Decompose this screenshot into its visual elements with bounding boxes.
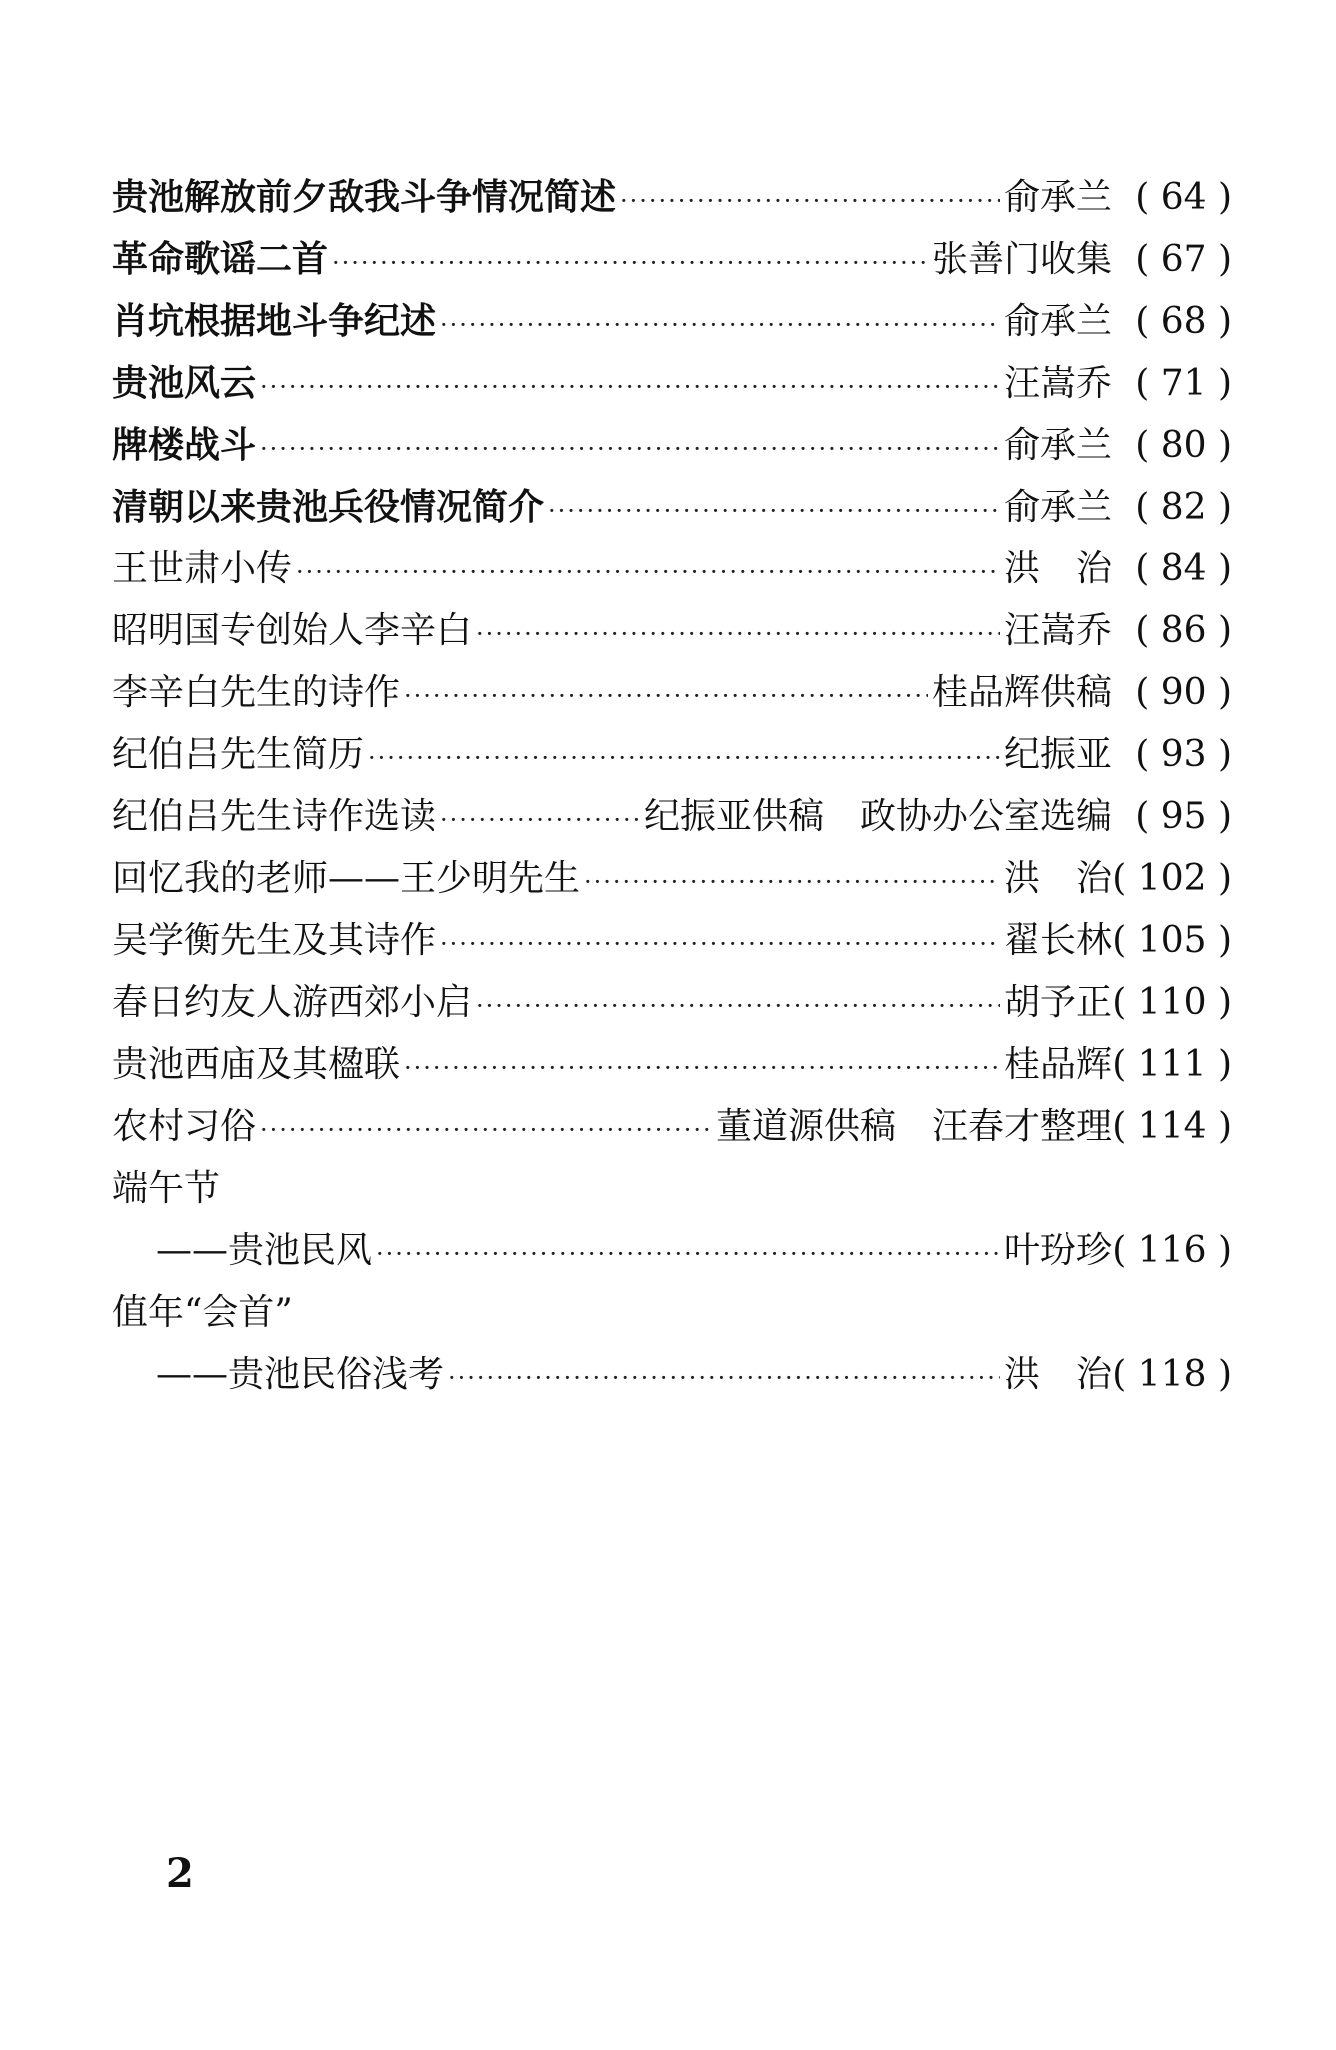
toc-entry-author: 洪 治 — [1003, 858, 1112, 899]
toc-entry-page: ( 102 ) — [1112, 858, 1232, 899]
toc-entry — [112, 166, 1232, 228]
toc-entry-author: 张善门收集 — [931, 239, 1112, 280]
dot-leader — [404, 665, 928, 727]
toc-entry — [112, 538, 1232, 600]
toc-entry-title: 肖坑根据地斗争纪述 — [112, 300, 437, 342]
toc-entry — [112, 910, 1232, 972]
toc-entry-title: 吴学衡先生及其诗作 — [112, 920, 437, 961]
toc-entry-page: ( 67 ) — [1135, 239, 1232, 280]
toc-entry-author: 汪嵩乔 — [1003, 610, 1112, 651]
toc-entry — [112, 1034, 1232, 1096]
toc-entry — [112, 848, 1232, 910]
toc-entry-page: ( 110 ) — [1112, 982, 1232, 1023]
toc-entry-page: ( 84 ) — [1135, 548, 1232, 589]
dot-leader — [376, 1223, 1000, 1285]
dot-leader — [440, 294, 1000, 356]
toc-entry-title: 农村习俗 — [112, 1106, 257, 1147]
toc-entry-page: ( 80 ) — [1135, 425, 1232, 466]
toc-entry-page: ( 114 ) — [1112, 1106, 1232, 1147]
toc-entry-title: 王世肃小传 — [112, 548, 293, 589]
dot-leader — [620, 170, 1000, 232]
toc-entry-author: 纪振亚供稿 政协办公室选编 — [643, 796, 1112, 837]
toc-entry-title: 纪伯吕先生诗作选读 — [112, 796, 437, 837]
dot-leader — [260, 356, 1000, 418]
dot-leader — [476, 603, 1000, 665]
toc-entry-author: 董道源供稿 汪春才整理 — [715, 1106, 1112, 1147]
toc-entry-author: 洪 治 — [1003, 548, 1112, 589]
toc-entry — [112, 1282, 1232, 1344]
dot-leader — [332, 232, 928, 294]
toc-entry-title: 春日约友人游西郊小启 — [112, 982, 473, 1023]
toc-entry-title: 昭明国专创始人李辛白 — [112, 610, 473, 651]
toc-entry — [112, 724, 1232, 786]
dot-leader — [368, 727, 1000, 789]
toc-entry-author: 俞承兰 — [1003, 177, 1112, 218]
toc-entry-title: 纪伯吕先生简历 — [112, 734, 365, 775]
toc-entry-author: 翟长林 — [1003, 920, 1112, 961]
toc-entry-title: 贵池风云 — [112, 362, 257, 404]
toc-entry-title: 革命歌谣二首 — [112, 238, 329, 280]
dot-leader — [260, 1099, 712, 1161]
toc-entry — [112, 1344, 1232, 1406]
toc-entry-page: ( 86 ) — [1135, 610, 1232, 651]
toc-entry — [112, 290, 1232, 352]
toc-entry-author: 俞承兰 — [1003, 425, 1112, 466]
toc-entry-title: 李辛白先生的诗作 — [112, 672, 401, 713]
toc-entry-page: ( 118 ) — [1112, 1354, 1232, 1395]
toc-entry-title: 端午节 — [112, 1168, 221, 1209]
toc-entry — [112, 228, 1232, 290]
toc-entry-page: ( 95 ) — [1135, 796, 1232, 837]
dot-leader — [448, 1347, 1000, 1409]
page-number: 2 — [166, 1850, 194, 1897]
toc-entry-title: 牌楼战斗 — [112, 424, 257, 466]
dot-leader — [404, 1037, 1000, 1099]
toc-entry — [112, 1158, 1232, 1220]
toc-entry — [112, 414, 1232, 476]
toc-entry — [112, 352, 1232, 414]
toc-entry-page: ( 93 ) — [1135, 734, 1232, 775]
toc-entry-page: ( 68 ) — [1135, 301, 1232, 342]
table-of-contents — [112, 166, 1232, 1406]
toc-entry — [112, 1096, 1232, 1158]
toc-entry — [112, 1220, 1232, 1282]
toc-entry-author: 叶玢珍 — [1003, 1230, 1112, 1271]
toc-entry-title: 回忆我的老师——王少明先生 — [112, 858, 581, 899]
toc-entry-page: ( 111 ) — [1112, 1044, 1232, 1085]
toc-entry — [112, 786, 1232, 848]
toc-entry — [112, 662, 1232, 724]
toc-entry-author: 汪嵩乔 — [1003, 363, 1112, 404]
toc-entry-author: 桂品辉 — [1003, 1044, 1112, 1085]
toc-entry-author: 纪振亚 — [1003, 734, 1112, 775]
toc-entry-page: ( 64 ) — [1135, 177, 1232, 218]
toc-entry-page: ( 71 ) — [1135, 363, 1232, 404]
dot-leader — [548, 480, 1000, 542]
toc-entry-author: 俞承兰 — [1003, 487, 1112, 528]
dot-leader — [296, 541, 1000, 603]
toc-entry-title: 值年“会首” — [112, 1292, 293, 1333]
toc-entry — [112, 600, 1232, 662]
toc-entry-title: ——贵池民俗浅考 — [156, 1354, 445, 1395]
toc-entry-page: ( 116 ) — [1112, 1230, 1232, 1271]
dot-leader — [260, 418, 1000, 480]
toc-entry — [112, 476, 1232, 538]
toc-entry-page: ( 105 ) — [1112, 920, 1232, 961]
toc-entry-author: 俞承兰 — [1003, 301, 1112, 342]
toc-entry — [112, 972, 1232, 1034]
dot-leader — [584, 851, 1000, 913]
toc-entry-author: 胡予正 — [1003, 982, 1112, 1023]
toc-entry-title: ——贵池民风 — [156, 1230, 373, 1271]
toc-entry-title: 清朝以来贵池兵役情况简介 — [112, 486, 545, 528]
toc-entry-author: 洪 治 — [1003, 1354, 1112, 1395]
toc-entry-author: 桂品辉供稿 — [931, 672, 1112, 713]
toc-entry-title: 贵池解放前夕敌我斗争情况简述 — [112, 176, 617, 218]
toc-entry-page: ( 82 ) — [1135, 487, 1232, 528]
dot-leader — [440, 913, 1000, 975]
dot-leader — [440, 789, 640, 851]
toc-entry-title: 贵池西庙及其楹联 — [112, 1044, 401, 1085]
dot-leader — [476, 975, 1000, 1037]
toc-entry-page: ( 90 ) — [1135, 672, 1232, 713]
